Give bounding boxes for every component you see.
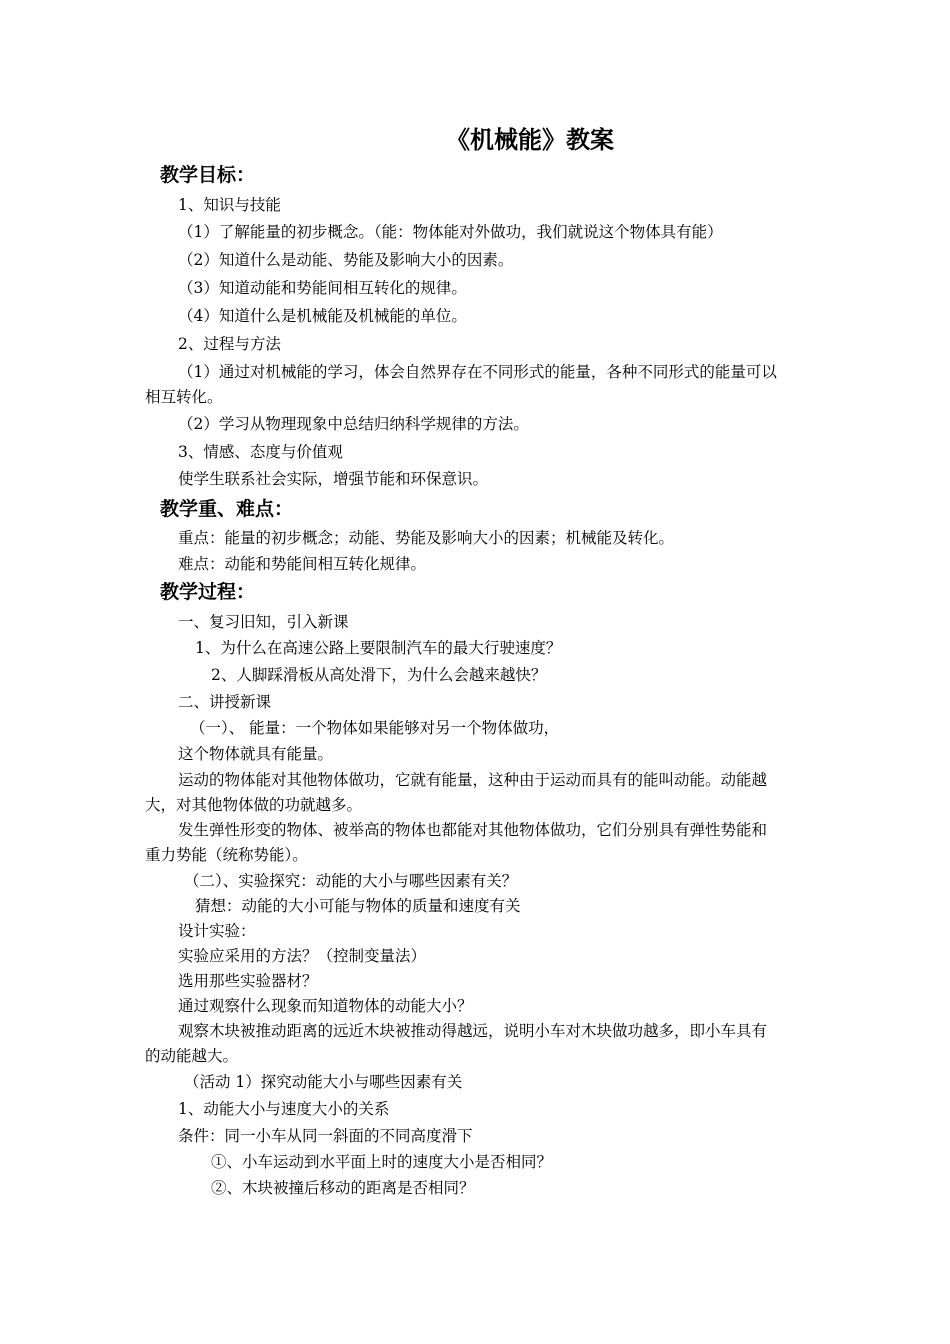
paragraph-line: 难点：动能和势能间相互转化规律。 bbox=[178, 555, 427, 573]
paragraph-line: （1）通过对机械能的学习，体会自然界存在不同形式的能量，各种不同形式的能量可以 bbox=[178, 363, 777, 381]
paragraph-line: 二、讲授新课 bbox=[178, 693, 272, 711]
paragraph-line: 猜想：动能的大小可能与物体的质量和速度有关 bbox=[195, 897, 521, 915]
paragraph-line: 运动的物体能对其他物体做功，它就有能量，这种由于运动而具有的能叫动能。动能越 bbox=[178, 771, 768, 789]
paragraph-line: （一）、 能量：一个物体如果能够对另一个物体做功， bbox=[190, 719, 560, 737]
heading-key-points: 教学重、难点： bbox=[160, 498, 294, 520]
paragraph-line: （2）知道什么是动能、势能及影响大小的因素。 bbox=[178, 251, 514, 269]
document-title: 《机械能》教案 bbox=[446, 125, 614, 154]
paragraph-line: 相互转化。 bbox=[145, 388, 223, 406]
paragraph-line: 1、知识与技能 bbox=[178, 196, 281, 214]
paragraph-line: 选用那些实验器材？ bbox=[178, 972, 318, 990]
paragraph-line: 1、为什么在高速公路上要限制汽车的最大行驶速度？ bbox=[195, 639, 562, 657]
paragraph-line: （2）学习从物理现象中总结归纳科学规律的方法。 bbox=[178, 415, 529, 433]
heading-process: 教学过程： bbox=[160, 581, 256, 603]
paragraph-line: 通过观察什么现象而知道物体的动能大小？ bbox=[178, 997, 473, 1015]
paragraph-line: 实验应采用的方法？（控制变量法） bbox=[178, 947, 427, 965]
heading-objectives: 教学目标： bbox=[160, 164, 256, 186]
paragraph-line: 条件：同一小车从同一斜面的不同高度滑下 bbox=[178, 1127, 473, 1145]
paragraph-line: （3）知道动能和势能间相互转化的规律。 bbox=[178, 279, 467, 297]
paragraph-line: （二）、实验探究：动能的大小与哪些因素有关？ bbox=[184, 872, 518, 890]
paragraph-line: 使学生联系社会实际，增强节能和环保意识。 bbox=[178, 470, 489, 488]
paragraph-line: 的动能越大。 bbox=[145, 1047, 239, 1065]
paragraph-line: （1）了解能量的初步概念。（能：物体能对外做功，我们就说这个物体具有能） bbox=[178, 223, 723, 241]
paragraph-line: （活动 1）探究动能大小与哪些因素有关 bbox=[184, 1073, 463, 1091]
paragraph-line: 大，对其他物体做的功就越多。 bbox=[145, 796, 363, 814]
paragraph-line: 这个物体就具有能量。 bbox=[178, 745, 334, 763]
paragraph-line: 重点：能量的初步概念；动能、势能及影响大小的因素；机械能及转化。 bbox=[178, 529, 675, 547]
paragraph-line: （4）知道什么是机械能及机械能的单位。 bbox=[178, 307, 467, 325]
paragraph-line: 发生弹性形变的物体、被举高的物体也都能对其他物体做功，它们分别具有弹性势能和 bbox=[178, 821, 768, 839]
paragraph-line: 2、过程与方法 bbox=[178, 335, 281, 353]
paragraph-line: ①、小车运动到水平面上时的速度大小是否相同？ bbox=[211, 1153, 553, 1171]
paragraph-line: ②、木块被撞后移动的距离是否相同？ bbox=[211, 1179, 475, 1197]
paragraph-line: 观察木块被推动距离的远近木块被推动得越远，说明小车对木块做功越多，即小车具有 bbox=[178, 1022, 768, 1040]
paragraph-line: 设计实验： bbox=[178, 922, 256, 940]
paragraph-line: 重力势能（统称势能）。 bbox=[145, 846, 308, 864]
paragraph-line: 1、动能大小与速度大小的关系 bbox=[178, 1100, 390, 1118]
paragraph-line: 一、复习旧知，引入新课 bbox=[178, 613, 349, 631]
paragraph-line: 2、人脚踩滑板从高处滑下，为什么会越来越快？ bbox=[211, 666, 547, 684]
paragraph-line: 3、情感、态度与价值观 bbox=[178, 443, 343, 461]
